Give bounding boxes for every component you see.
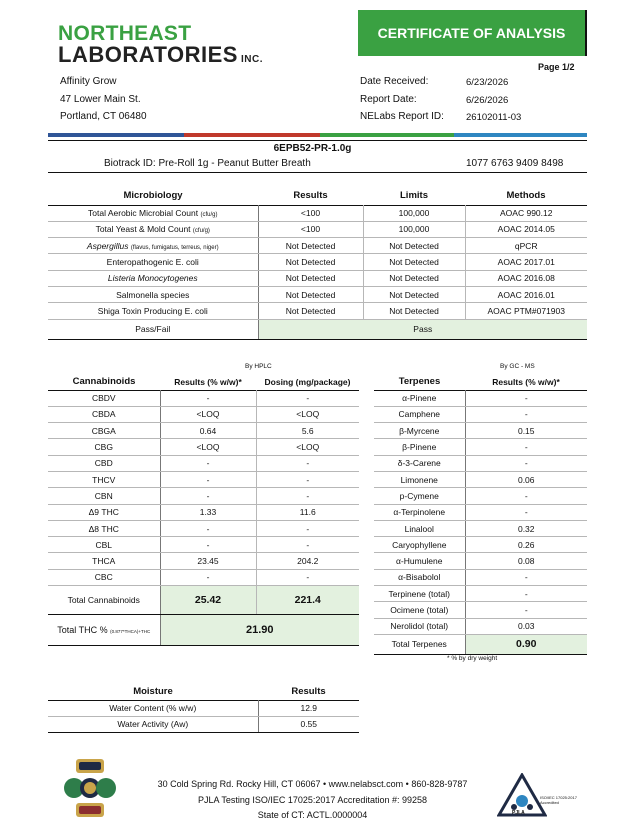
terp-name: α-Bisabolol: [374, 569, 465, 585]
table-row: [48, 700, 359, 716]
micro-limit: 100,000: [363, 221, 465, 237]
table-row: [48, 221, 587, 237]
cann-dosing: -: [256, 520, 359, 536]
cann-dosing: <LOQ: [256, 439, 359, 455]
total-thc-value: 21.90: [160, 615, 359, 646]
cann-result: <LOQ: [160, 406, 256, 422]
cann-name: CBG: [48, 439, 160, 455]
client-city: Portland, CT 06480: [60, 111, 147, 122]
micro-test: Shiga Toxin Producing E. coli: [48, 303, 258, 319]
cann-name: THCV: [48, 471, 160, 487]
terp-result: -: [465, 504, 587, 520]
terp-result: -: [465, 488, 587, 504]
terp-result: 0.32: [465, 520, 587, 536]
total-cannabinoids-row: [48, 586, 359, 615]
micro-result: Not Detected: [258, 238, 363, 254]
total-cannabinoids-result: 25.42: [160, 586, 256, 615]
cann-name: CBL: [48, 537, 160, 553]
table-row: [48, 423, 359, 439]
terp-name: Camphene: [374, 406, 465, 422]
logo-northeast: NORTHEAST: [58, 22, 192, 45]
terp-name: β-Pinene: [374, 439, 465, 455]
moist-result: 12.9: [258, 700, 359, 716]
footer-state: State of CT: ACTL.0000004: [257, 810, 368, 820]
passfail-row: [48, 319, 587, 339]
total-thc-row: [48, 615, 359, 646]
dry-weight-footnote: * % by dry weight: [447, 655, 498, 662]
table-row: [48, 553, 359, 569]
table-row: [374, 471, 587, 487]
moist-name: Water Activity (Aw): [48, 716, 258, 732]
table-row: [374, 406, 587, 422]
logo-laboratories: [58, 42, 263, 68]
cann-dosing: -: [256, 569, 359, 585]
total-cannabinoids-dosing: 221.4: [256, 586, 359, 615]
table-row: [48, 537, 359, 553]
total-thc-label-cell: [48, 615, 160, 646]
micro-test: [48, 205, 258, 221]
table-row: [374, 455, 587, 471]
terp-header-result: Results (% w/w)*: [492, 376, 560, 387]
micro-limit: Not Detected: [363, 238, 465, 254]
table-row: [48, 406, 359, 422]
cann-result: -: [160, 390, 256, 406]
micro-result: <100: [258, 221, 363, 237]
terp-name: Ocimene (total): [374, 602, 465, 618]
cann-name: Δ8 THC: [48, 520, 160, 536]
micro-result: <100: [258, 205, 363, 221]
terp-name: Caryophyllene: [374, 537, 465, 553]
terp-name: p-Cymene: [374, 488, 465, 504]
footer-address: 30 Cold Spring Rd. Rocky Hill, CT 06067 • www.nelabsct.com • 860-828-9787: [157, 779, 468, 789]
cann-name: CBD: [48, 455, 160, 471]
moist-result: 0.55: [258, 716, 359, 732]
report-id-value: 26102011-03: [466, 112, 522, 123]
terp-name: δ-3-Carene: [374, 455, 465, 471]
cannabinoid-method: By HPLC: [245, 363, 272, 370]
cann-header-dosing: Dosing (mg/package): [264, 376, 351, 387]
micro-method: AOAC 2016.01: [465, 286, 587, 302]
terp-result: -: [465, 569, 587, 585]
cann-result: -: [160, 520, 256, 536]
terp-result: 0.06: [465, 471, 587, 487]
micro-method: AOAC PTM#071903: [465, 303, 587, 319]
micro-method: AOAC 2016.08: [465, 270, 587, 286]
cann-header-result: Results (% w/w)*: [174, 376, 242, 387]
table-row: [48, 254, 587, 270]
sample-id: 6EPB52-PR-1.0g: [273, 143, 352, 154]
table-row: [48, 390, 359, 406]
cann-result: -: [160, 569, 256, 585]
table-row: [48, 471, 359, 487]
terp-name: α-Pinene: [374, 390, 465, 406]
table-row: [48, 303, 587, 319]
report-date-label: Report Date:: [360, 94, 417, 105]
total-terpenes-label: Total Terpenes: [374, 634, 465, 654]
table-row: [374, 423, 587, 439]
cann-result: -: [160, 537, 256, 553]
micro-limit: 100,000: [363, 205, 465, 221]
cann-result: 0.64: [160, 423, 256, 439]
terp-result: 0.26: [465, 537, 587, 553]
cann-dosing: -: [256, 390, 359, 406]
terp-name: β-Myrcene: [374, 423, 465, 439]
cann-result: 1.33: [160, 504, 256, 520]
color-bar-red: [184, 133, 320, 137]
table-row: [374, 520, 587, 536]
micro-limit: Not Detected: [363, 254, 465, 270]
date-received-label: Date Received:: [360, 76, 429, 87]
terpenes-table: [374, 374, 587, 655]
micro-limit: Not Detected: [363, 286, 465, 302]
terp-header-name: Terpenes: [398, 376, 441, 388]
micro-method: AOAC 990.12: [465, 205, 587, 221]
logo-laboratories-text: LABORATORIES: [58, 42, 238, 67]
micro-result: Not Detected: [258, 254, 363, 270]
cann-result: -: [160, 471, 256, 487]
cannabinoids-table: [48, 374, 359, 646]
micro-test-name: Total Aerobic Microbial Count: [88, 208, 199, 219]
micro-test: [48, 238, 258, 254]
color-bar-blue: [48, 133, 184, 137]
terp-result: -: [465, 586, 587, 602]
cann-name: THCA: [48, 553, 160, 569]
table-row: [48, 238, 587, 254]
table-row: [48, 270, 587, 286]
terp-result: -: [465, 390, 587, 406]
table-row: [48, 205, 587, 221]
moist-header-name: Moisture: [133, 686, 173, 698]
terp-name: α-Humulene: [374, 553, 465, 569]
table-row: [374, 390, 587, 406]
table-row: [48, 286, 587, 302]
terp-result: 0.08: [465, 553, 587, 569]
cann-name: CBC: [48, 569, 160, 585]
terp-result: -: [465, 455, 587, 471]
terpene-method: By GC - MS: [500, 363, 535, 370]
table-row: [48, 504, 359, 520]
terp-name: α-Terpinolene: [374, 504, 465, 520]
divider: [48, 172, 587, 173]
passfail-value: Pass: [258, 319, 587, 339]
client-street: 47 Lower Main St.: [60, 94, 141, 105]
cann-result: <LOQ: [160, 439, 256, 455]
total-cannabinoids-label: Total Cannabinoids: [48, 586, 160, 615]
total-terpenes-value: 0.90: [465, 634, 587, 654]
passfail-label: Pass/Fail: [48, 319, 258, 339]
cann-dosing: -: [256, 471, 359, 487]
moist-name: Water Content (% w/w): [48, 700, 258, 716]
terp-name: Linalool: [374, 520, 465, 536]
table-row: [374, 602, 587, 618]
cann-header-name: Cannabinoids: [72, 376, 136, 388]
table-row: [374, 439, 587, 455]
micro-test-note: (flavus, fumigatus, terreus, niger): [130, 244, 219, 251]
micro-limit: Not Detected: [363, 303, 465, 319]
biotrack-line: [104, 158, 311, 169]
table-row: [374, 537, 587, 553]
micro-test: Enteropathogenic E. coli: [48, 254, 258, 270]
micro-method: AOAC 2014.05: [465, 221, 587, 237]
table-row: [374, 504, 587, 520]
table-row: [48, 569, 359, 585]
micro-test: Salmonella species: [48, 286, 258, 302]
cann-dosing: -: [256, 537, 359, 553]
table-row: [48, 488, 359, 504]
table-row: [48, 520, 359, 536]
coa-title: CERTIFICATE OF ANALYSIS: [358, 10, 587, 56]
page-number: Page 1/2: [538, 62, 575, 72]
cann-dosing: <LOQ: [256, 406, 359, 422]
biotrack-name: Pre-Roll 1g - Peanut Butter Breath: [158, 158, 311, 169]
terp-name: Nerolidol (total): [374, 618, 465, 634]
report-date-value: 6/26/2026: [466, 95, 509, 106]
cann-dosing: 204.2: [256, 553, 359, 569]
micro-method: qPCR: [465, 238, 587, 254]
micro-test-note: (cfu/g): [200, 212, 218, 219]
iso-accredited-text: ISO/IEC 17025:2017 Accredited: [540, 795, 577, 805]
micro-header-results: Results: [293, 190, 328, 202]
table-row: [48, 455, 359, 471]
moisture-table: [48, 684, 359, 733]
micro-test-name: Aspergillus: [86, 240, 129, 251]
micro-test: [48, 221, 258, 237]
footer-accreditation: PJLA Testing ISO/IEC 17025:2017 Accreditation #: 99258: [198, 795, 427, 805]
cann-name: CBDA: [48, 406, 160, 422]
biotrack-label: Biotrack ID:: [104, 158, 156, 169]
micro-header-test: Microbiology: [123, 190, 183, 202]
cann-name: CBGA: [48, 423, 160, 439]
micro-limit: Not Detected: [363, 270, 465, 286]
terp-result: -: [465, 406, 587, 422]
terp-result: 0.03: [465, 618, 587, 634]
table-row: [48, 716, 359, 732]
micro-header-methods: Methods: [506, 190, 546, 202]
total-thc-label: Total THC %: [57, 625, 108, 636]
micro-header-limits: Limits: [400, 190, 428, 202]
table-row: [374, 618, 587, 634]
biotrack-number: 1077 6763 9409 8498: [466, 158, 564, 169]
micro-result: Not Detected: [258, 303, 363, 319]
color-bar-green: [320, 133, 454, 137]
cann-result: -: [160, 488, 256, 504]
color-bar-lightblue: [454, 133, 587, 137]
cann-dosing: 11.6: [256, 504, 359, 520]
micro-result: Not Detected: [258, 270, 363, 286]
terp-result: -: [465, 439, 587, 455]
cann-result: -: [160, 455, 256, 471]
micro-test-name: Total Yeast & Mold Count: [95, 224, 191, 235]
cann-name: CBN: [48, 488, 160, 504]
divider: [48, 140, 587, 141]
microbiology-table: [48, 187, 587, 340]
terp-result: -: [465, 602, 587, 618]
table-row: [374, 586, 587, 602]
logo-inc: INC.: [240, 54, 263, 65]
total-terpenes-row: [374, 634, 587, 654]
terp-name: Terpinene (total): [374, 586, 465, 602]
terp-name: Limonene: [374, 471, 465, 487]
micro-test-note: (cfu/g): [192, 228, 210, 235]
cann-result: 23.45: [160, 553, 256, 569]
total-thc-formula: (0.877*THCA)+THC: [110, 629, 151, 635]
cann-name: CBDV: [48, 390, 160, 406]
cann-dosing: 5.6: [256, 423, 359, 439]
micro-test: Listeria Monocytogenes: [48, 270, 258, 286]
table-row: [374, 488, 587, 504]
table-row: [48, 439, 359, 455]
cann-dosing: -: [256, 455, 359, 471]
client-name: Affinity Grow: [60, 76, 117, 87]
terp-result: 0.15: [465, 423, 587, 439]
table-row: [374, 553, 587, 569]
micro-result: Not Detected: [258, 286, 363, 302]
date-received-value: 6/23/2026: [466, 77, 509, 88]
moist-header-result: Results: [291, 686, 326, 698]
pjla-logo-text: PJLA: [512, 810, 525, 816]
report-id-label: NELabs Report ID:: [360, 111, 444, 122]
micro-method: AOAC 2017.01: [465, 254, 587, 270]
cann-dosing: -: [256, 488, 359, 504]
cann-name: Δ9 THC: [48, 504, 160, 520]
table-row: [374, 569, 587, 585]
